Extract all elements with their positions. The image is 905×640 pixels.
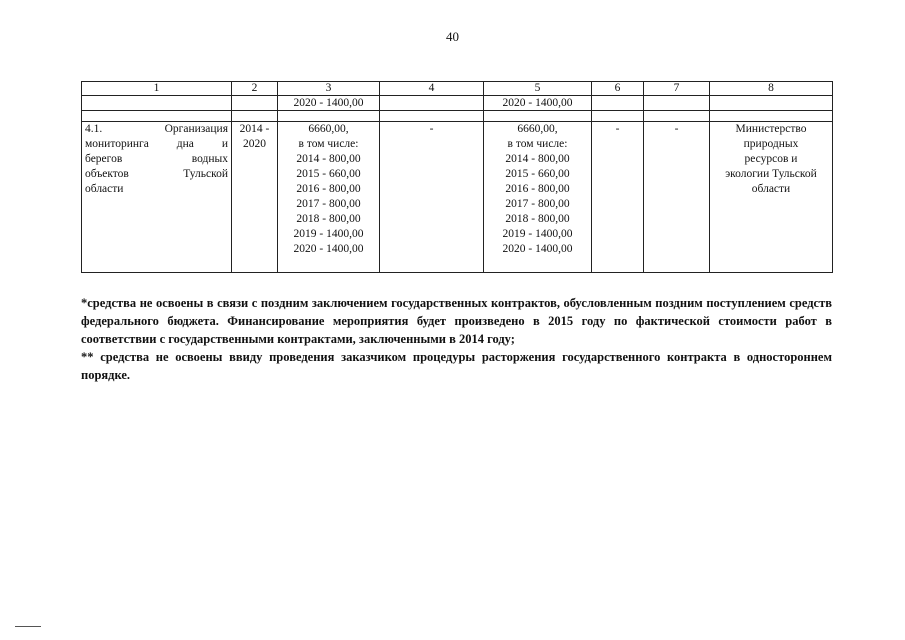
table-cell (644, 96, 710, 111)
table-cell: - (380, 122, 484, 273)
funding-line: 2020 - 1400,00 (502, 243, 573, 255)
executor-line: ресурсов и (744, 153, 798, 165)
footnote: ** средства не освоены ввиду проведения заказчиком процедуры расторжения государственного контракта в одностороннем порядке. (81, 350, 832, 382)
funding-line: 2018 - 800,00 (505, 213, 570, 225)
funding-line: 2015 - 660,00 (296, 168, 361, 180)
funding-line: в том числе: (298, 138, 359, 150)
funding-line: 2014 - 800,00 (505, 153, 570, 165)
total-funding-cell (278, 122, 380, 273)
table-cell (232, 96, 278, 111)
funding-line: 6660,00, (517, 123, 558, 135)
funding-line: 2019 - 1400,00 (502, 228, 573, 240)
continuation-row (82, 96, 833, 111)
column-header: 1 (82, 82, 232, 96)
funding-line: 2020 - 1400,00 (293, 243, 364, 255)
table-cell: - (592, 122, 644, 273)
table-cell (710, 96, 833, 111)
column-header: 5 (484, 82, 592, 96)
funding-line: 2017 - 800,00 (505, 198, 570, 210)
period-line: 2020 (243, 138, 266, 150)
executor-line: природных (743, 138, 799, 150)
page-number: 40 (446, 29, 459, 44)
period-line: 2014 - (239, 123, 270, 135)
funding-line: 2015 - 660,00 (505, 168, 570, 180)
funding-line: 2014 - 800,00 (296, 153, 361, 165)
regional-funding-cell (484, 122, 592, 273)
column-header: 2 (232, 82, 278, 96)
executor-line: экологии Тульской (725, 168, 817, 180)
activity-name-line: области (85, 183, 124, 195)
table-cell: 2020 - 1400,00 (484, 96, 592, 111)
footnote: *средства не освоены в связи с поздним заключением государственных контрактов, обусловленным поздним поступлением средств федерального бюджета. Финансирование мероприятия будет произведено в 2015 году по фактической стоимости работ в соответствии с государственными контрактами, заключенными в 2014 году; (81, 296, 832, 346)
funding-line: в том числе: (507, 138, 568, 150)
column-header: 6 (592, 82, 644, 96)
executor-line: Министерство (735, 123, 807, 135)
funding-line: 6660,00, (308, 123, 349, 135)
column-header: 8 (710, 82, 833, 96)
period-cell (232, 122, 278, 273)
activity-name-line: берегов водных (85, 153, 228, 165)
scan-mark (15, 626, 41, 627)
activity-name-line: объектов Тульской (85, 168, 228, 180)
table-cell: 2020 - 1400,00 (278, 96, 380, 111)
column-header: 4 (380, 82, 484, 96)
funding-line: 2018 - 800,00 (296, 213, 361, 225)
funding-line: 2017 - 800,00 (296, 198, 361, 210)
executor-cell (710, 122, 833, 273)
activity-name-line: 4.1. Организация (85, 123, 228, 135)
column-header: 7 (644, 82, 710, 96)
column-header: 3 (278, 82, 380, 96)
table-row (82, 122, 833, 273)
funding-line: 2016 - 800,00 (505, 183, 570, 195)
table-cell (82, 96, 232, 111)
executor-line: области (751, 183, 791, 195)
spacer-row (82, 111, 833, 122)
activity-name-line: мониторинга дна и (85, 138, 228, 150)
table-cell (380, 96, 484, 111)
table-cell: - (644, 122, 710, 273)
activity-name-cell (82, 122, 232, 273)
program-table (81, 81, 833, 273)
funding-line: 2016 - 800,00 (296, 183, 361, 195)
header-row (82, 82, 833, 96)
funding-line: 2019 - 1400,00 (293, 228, 364, 240)
table-cell (592, 96, 644, 111)
footnotes (81, 294, 832, 384)
